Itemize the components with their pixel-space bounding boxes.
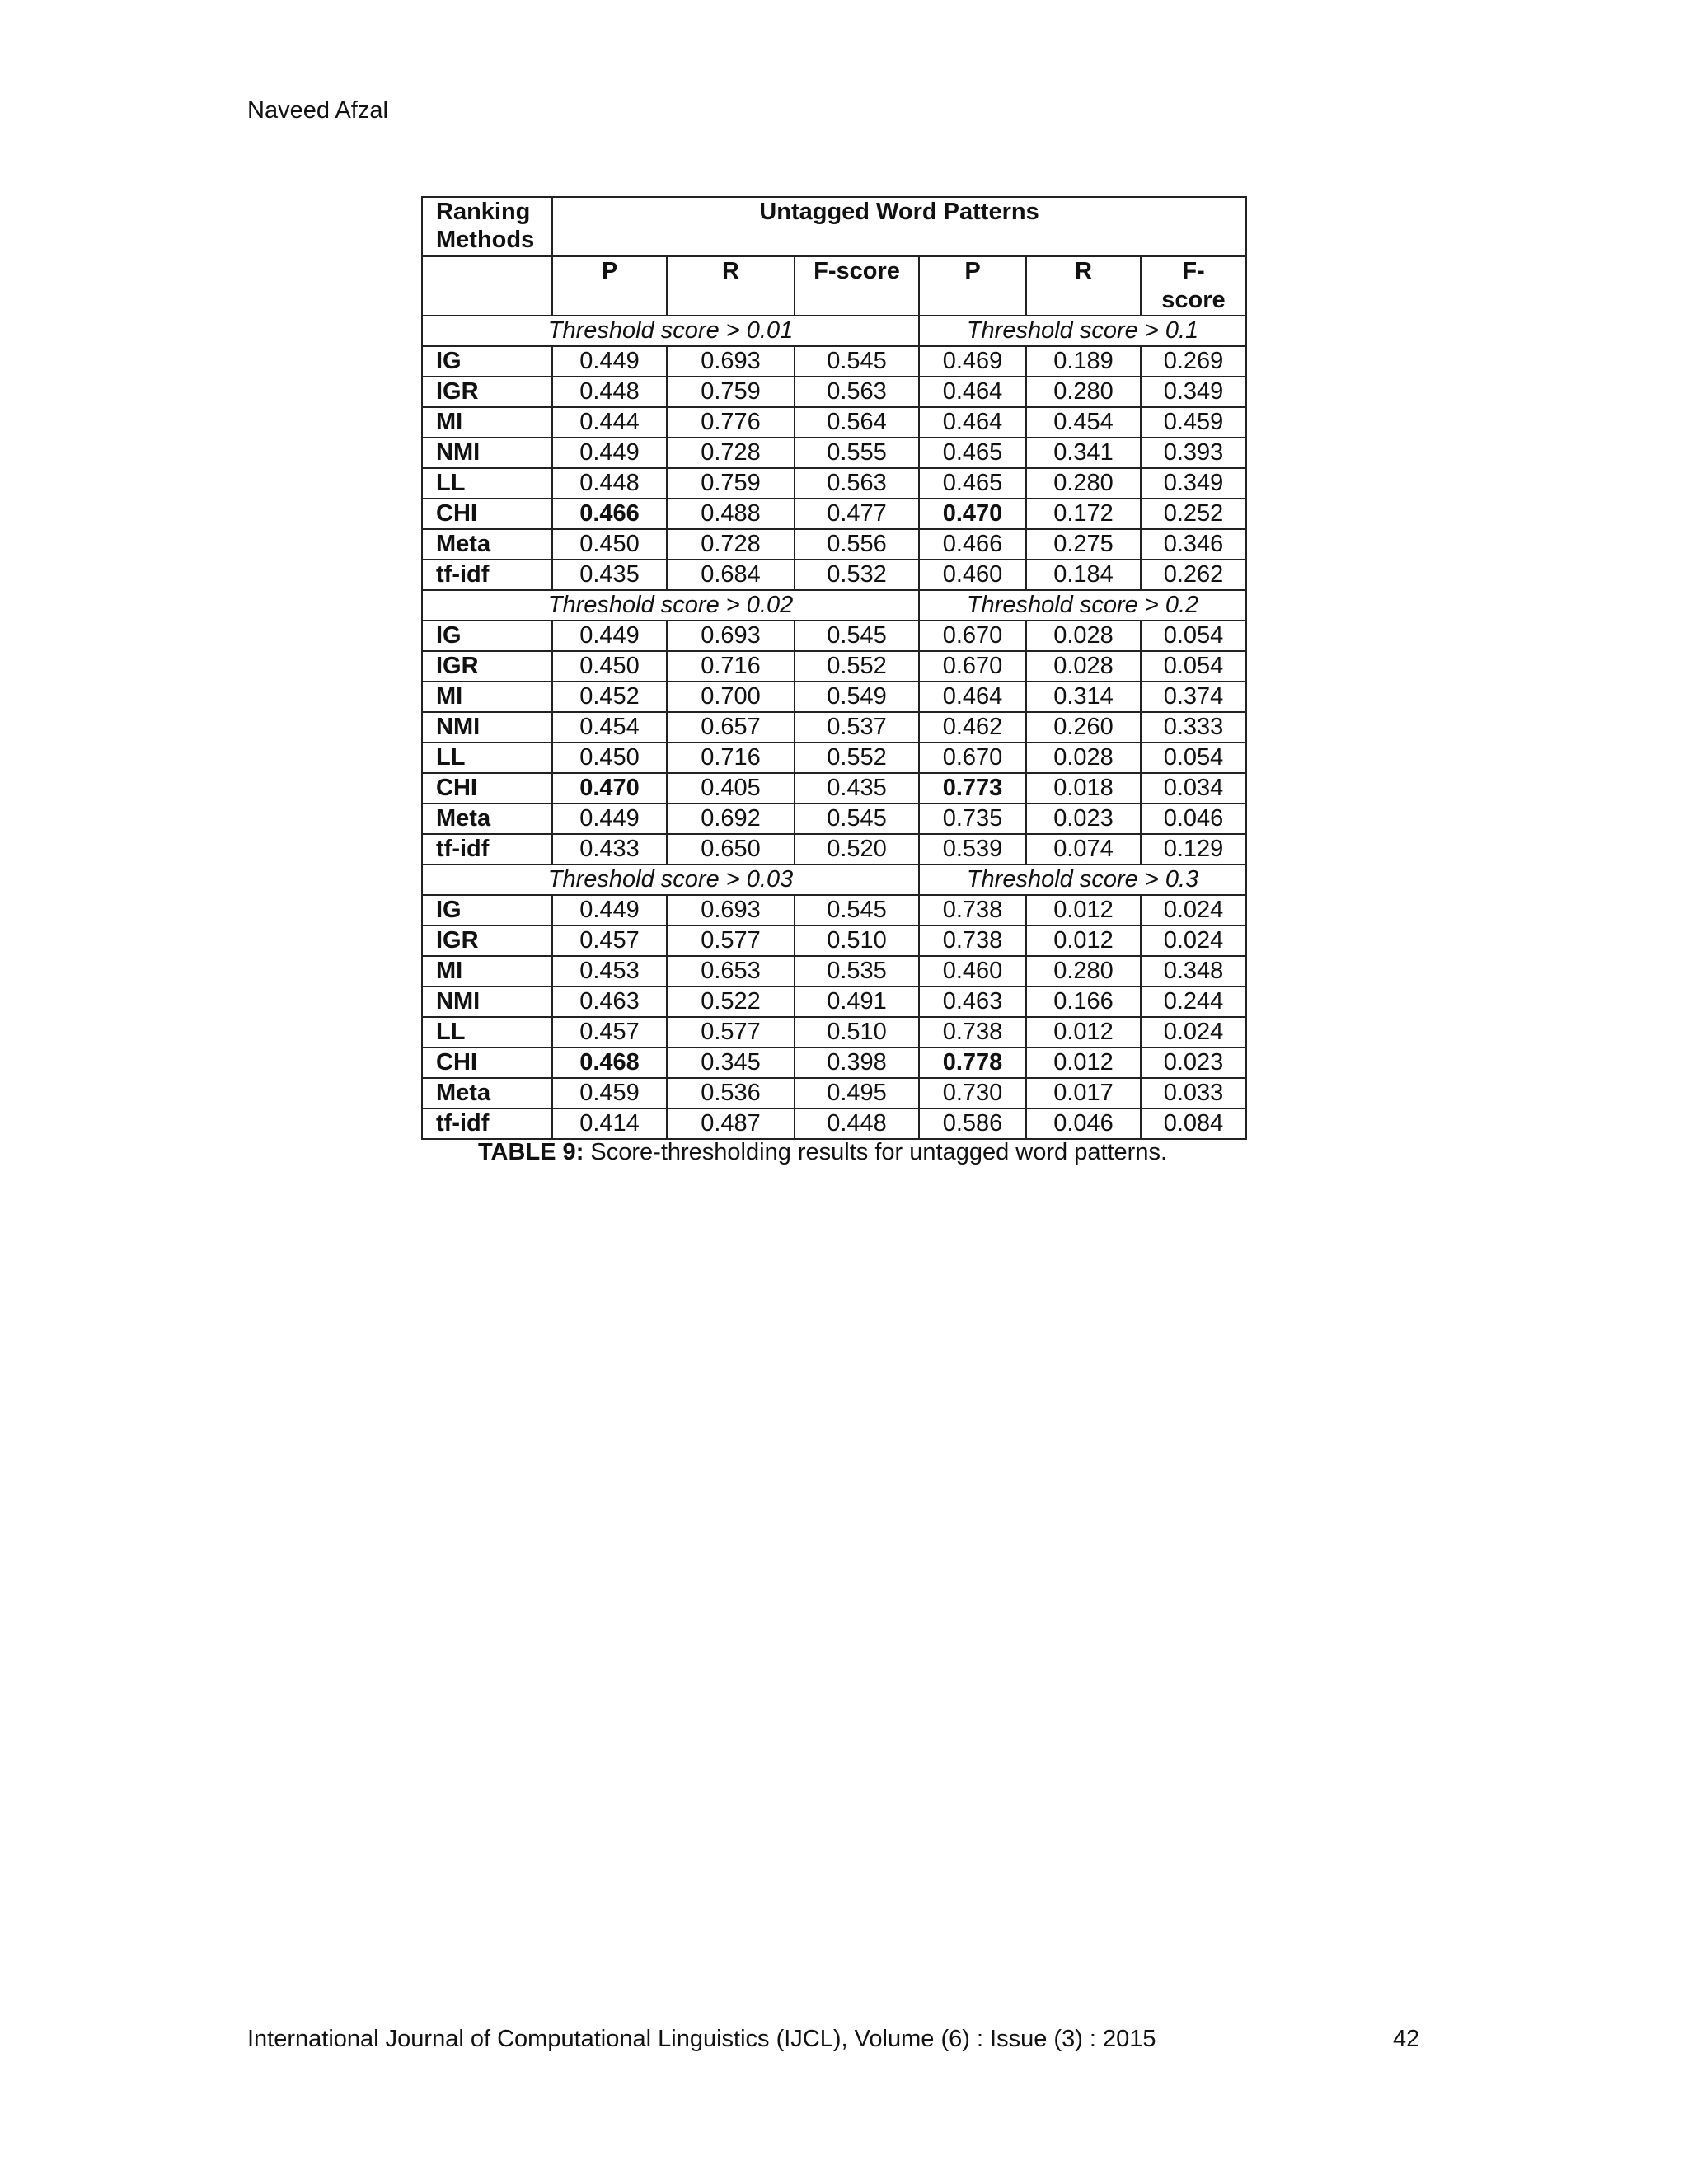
col-header-r-right: R	[1026, 256, 1141, 316]
value-cell: 0.028	[1026, 651, 1141, 682]
value-cell: 0.449	[552, 804, 667, 834]
value-cell: 0.345	[667, 1047, 795, 1078]
header-empty-cell	[422, 256, 552, 316]
table-row	[422, 773, 1246, 804]
value-cell: 0.464	[919, 682, 1026, 712]
value-cell: 0.450	[552, 651, 667, 682]
results-table	[421, 196, 1247, 1140]
table-row	[422, 377, 1246, 407]
method-cell: NMI	[422, 987, 552, 1017]
value-cell: 0.449	[552, 621, 667, 651]
value-cell: 0.034	[1141, 773, 1246, 804]
value-cell: 0.684	[667, 560, 795, 590]
method-cell: IGR	[422, 377, 552, 407]
method-header	[422, 197, 552, 256]
value-cell: 0.260	[1026, 712, 1141, 743]
value-cell: 0.556	[795, 529, 919, 560]
header-row-group	[422, 197, 1246, 256]
value-cell: 0.341	[1026, 438, 1141, 468]
value-cell: 0.280	[1026, 377, 1141, 407]
value-cell: 0.349	[1141, 468, 1246, 499]
table-row	[422, 560, 1246, 590]
value-cell: 0.469	[919, 346, 1026, 377]
value-cell: 0.457	[552, 926, 667, 956]
value-cell: 0.454	[1026, 407, 1141, 438]
value-cell: 0.555	[795, 438, 919, 468]
table-row	[422, 926, 1246, 956]
table-row	[422, 743, 1246, 773]
value-cell: 0.653	[667, 956, 795, 987]
value-cell: 0.470	[919, 499, 1026, 529]
value-cell: 0.393	[1141, 438, 1246, 468]
value-cell: 0.693	[667, 895, 795, 926]
value-cell: 0.563	[795, 377, 919, 407]
value-cell: 0.017	[1026, 1078, 1141, 1108]
value-cell: 0.348	[1141, 956, 1246, 987]
table-row	[422, 804, 1246, 834]
value-cell: 0.275	[1026, 529, 1141, 560]
value-cell: 0.730	[919, 1078, 1026, 1108]
value-cell: 0.670	[919, 743, 1026, 773]
table-row	[422, 1108, 1246, 1139]
threshold-label-left: Threshold score > 0.02	[422, 590, 919, 621]
value-cell: 0.024	[1141, 926, 1246, 956]
value-cell: 0.453	[552, 956, 667, 987]
value-cell: 0.495	[795, 1078, 919, 1108]
col-header-fscore-line2: score	[1161, 287, 1226, 313]
value-cell: 0.539	[919, 834, 1026, 865]
threshold-row	[422, 865, 1246, 895]
value-cell: 0.465	[919, 468, 1026, 499]
value-cell: 0.693	[667, 346, 795, 377]
method-cell: NMI	[422, 712, 552, 743]
page-number: 42	[1393, 2026, 1420, 2052]
method-cell: MI	[422, 407, 552, 438]
value-cell: 0.448	[552, 377, 667, 407]
value-cell: 0.716	[667, 651, 795, 682]
value-cell: 0.449	[552, 346, 667, 377]
table-row	[422, 987, 1246, 1017]
method-cell: Meta	[422, 1078, 552, 1108]
col-header-r-left: R	[667, 256, 795, 316]
table-row	[422, 346, 1246, 377]
col-header-p-right: P	[919, 256, 1026, 316]
value-cell: 0.468	[552, 1047, 667, 1078]
value-cell: 0.700	[667, 682, 795, 712]
value-cell: 0.454	[552, 712, 667, 743]
table-row	[422, 712, 1246, 743]
value-cell: 0.459	[552, 1078, 667, 1108]
value-cell: 0.462	[919, 712, 1026, 743]
value-cell: 0.433	[552, 834, 667, 865]
table-row	[422, 651, 1246, 682]
value-cell: 0.545	[795, 895, 919, 926]
running-header-author: Naveed Afzal	[247, 97, 388, 124]
value-cell: 0.024	[1141, 1017, 1246, 1047]
value-cell: 0.280	[1026, 956, 1141, 987]
value-cell: 0.776	[667, 407, 795, 438]
value-cell: 0.346	[1141, 529, 1246, 560]
value-cell: 0.577	[667, 926, 795, 956]
threshold-label-right: Threshold score > 0.2	[919, 590, 1246, 621]
table-row	[422, 529, 1246, 560]
group-header: Untagged Word Patterns	[552, 197, 1246, 256]
threshold-label-left: Threshold score > 0.01	[422, 316, 919, 346]
table-row	[422, 1078, 1246, 1108]
value-cell: 0.692	[667, 804, 795, 834]
value-cell: 0.028	[1026, 743, 1141, 773]
value-cell: 0.738	[919, 926, 1026, 956]
method-cell: IG	[422, 621, 552, 651]
value-cell: 0.466	[552, 499, 667, 529]
value-cell: 0.728	[667, 438, 795, 468]
value-cell: 0.464	[919, 407, 1026, 438]
value-cell: 0.536	[667, 1078, 795, 1108]
value-cell: 0.448	[552, 468, 667, 499]
value-cell: 0.735	[919, 804, 1026, 834]
value-cell: 0.728	[667, 529, 795, 560]
value-cell: 0.586	[919, 1108, 1026, 1139]
value-cell: 0.759	[667, 468, 795, 499]
table-row	[422, 438, 1246, 468]
col-header-fscore-line1: F-	[1182, 258, 1205, 284]
value-cell: 0.262	[1141, 560, 1246, 590]
value-cell: 0.046	[1141, 804, 1246, 834]
value-cell: 0.054	[1141, 651, 1246, 682]
threshold-label-right: Threshold score > 0.1	[919, 316, 1246, 346]
value-cell: 0.464	[919, 377, 1026, 407]
threshold-label-left: Threshold score > 0.03	[422, 865, 919, 895]
value-cell: 0.024	[1141, 895, 1246, 926]
value-cell: 0.450	[552, 529, 667, 560]
threshold-label-right: Threshold score > 0.3	[919, 865, 1246, 895]
value-cell: 0.184	[1026, 560, 1141, 590]
col-header-p-left: P	[552, 256, 667, 316]
method-cell: NMI	[422, 438, 552, 468]
value-cell: 0.074	[1026, 834, 1141, 865]
value-cell: 0.244	[1141, 987, 1246, 1017]
method-cell: CHI	[422, 773, 552, 804]
method-cell: MI	[422, 956, 552, 987]
value-cell: 0.084	[1141, 1108, 1246, 1139]
method-cell: CHI	[422, 499, 552, 529]
value-cell: 0.535	[795, 956, 919, 987]
value-cell: 0.487	[667, 1108, 795, 1139]
value-cell: 0.349	[1141, 377, 1246, 407]
value-cell: 0.166	[1026, 987, 1141, 1017]
value-cell: 0.046	[1026, 1108, 1141, 1139]
caption-text: Score-thresholding results for untagged word patterns.	[584, 1139, 1168, 1165]
value-cell: 0.012	[1026, 1047, 1141, 1078]
value-cell: 0.463	[552, 987, 667, 1017]
value-cell: 0.552	[795, 651, 919, 682]
table-caption	[478, 1139, 1167, 1166]
value-cell: 0.012	[1026, 926, 1141, 956]
method-cell: IG	[422, 346, 552, 377]
value-cell: 0.374	[1141, 682, 1246, 712]
value-cell: 0.028	[1026, 621, 1141, 651]
value-cell: 0.491	[795, 987, 919, 1017]
value-cell: 0.549	[795, 682, 919, 712]
value-cell: 0.450	[552, 743, 667, 773]
value-cell: 0.466	[919, 529, 1026, 560]
method-cell: LL	[422, 1017, 552, 1047]
value-cell: 0.129	[1141, 834, 1246, 865]
value-cell: 0.650	[667, 834, 795, 865]
value-cell: 0.522	[667, 987, 795, 1017]
value-cell: 0.449	[552, 895, 667, 926]
table-row	[422, 1017, 1246, 1047]
table-row	[422, 895, 1246, 926]
value-cell: 0.778	[919, 1047, 1026, 1078]
footer-journal: International Journal of Computational Linguistics (IJCL), Volume (6) : Issue (3) : 2015	[247, 2026, 1156, 2052]
table-row	[422, 682, 1246, 712]
method-cell: MI	[422, 682, 552, 712]
value-cell: 0.435	[795, 773, 919, 804]
table-row	[422, 956, 1246, 987]
value-cell: 0.577	[667, 1017, 795, 1047]
method-cell: IGR	[422, 651, 552, 682]
method-cell: Meta	[422, 804, 552, 834]
value-cell: 0.716	[667, 743, 795, 773]
value-cell: 0.470	[552, 773, 667, 804]
threshold-row	[422, 590, 1246, 621]
value-cell: 0.023	[1141, 1047, 1246, 1078]
method-cell: tf-idf	[422, 1108, 552, 1139]
value-cell: 0.449	[552, 438, 667, 468]
method-header-line1: Ranking	[436, 199, 531, 225]
method-cell: LL	[422, 743, 552, 773]
value-cell: 0.670	[919, 621, 1026, 651]
method-cell: IGR	[422, 926, 552, 956]
method-cell: Meta	[422, 529, 552, 560]
value-cell: 0.314	[1026, 682, 1141, 712]
col-header-fscore-left: F-score	[795, 256, 919, 316]
value-cell: 0.463	[919, 987, 1026, 1017]
value-cell: 0.510	[795, 1017, 919, 1047]
value-cell: 0.460	[919, 956, 1026, 987]
value-cell: 0.280	[1026, 468, 1141, 499]
value-cell: 0.552	[795, 743, 919, 773]
value-cell: 0.457	[552, 1017, 667, 1047]
value-cell: 0.759	[667, 377, 795, 407]
value-cell: 0.333	[1141, 712, 1246, 743]
value-cell: 0.459	[1141, 407, 1246, 438]
value-cell: 0.520	[795, 834, 919, 865]
value-cell: 0.773	[919, 773, 1026, 804]
value-cell: 0.012	[1026, 1017, 1141, 1047]
value-cell: 0.018	[1026, 773, 1141, 804]
value-cell: 0.252	[1141, 499, 1246, 529]
value-cell: 0.545	[795, 804, 919, 834]
method-header-line2: Methods	[436, 227, 535, 253]
value-cell: 0.460	[919, 560, 1026, 590]
method-cell: LL	[422, 468, 552, 499]
header-row-columns	[422, 256, 1246, 316]
results-table-body	[422, 197, 1246, 1139]
col-header-fscore-right	[1141, 256, 1246, 316]
method-cell: tf-idf	[422, 834, 552, 865]
method-cell: tf-idf	[422, 560, 552, 590]
value-cell: 0.444	[552, 407, 667, 438]
value-cell: 0.537	[795, 712, 919, 743]
value-cell: 0.670	[919, 651, 1026, 682]
value-cell: 0.172	[1026, 499, 1141, 529]
value-cell: 0.054	[1141, 743, 1246, 773]
value-cell: 0.564	[795, 407, 919, 438]
value-cell: 0.657	[667, 712, 795, 743]
table-row	[422, 407, 1246, 438]
table-row	[422, 1047, 1246, 1078]
threshold-row	[422, 316, 1246, 346]
value-cell: 0.414	[552, 1108, 667, 1139]
value-cell: 0.054	[1141, 621, 1246, 651]
table-row	[422, 499, 1246, 529]
value-cell: 0.545	[795, 621, 919, 651]
value-cell: 0.510	[795, 926, 919, 956]
method-cell: IG	[422, 895, 552, 926]
caption-label: TABLE 9:	[478, 1139, 584, 1165]
table-row	[422, 834, 1246, 865]
value-cell: 0.435	[552, 560, 667, 590]
value-cell: 0.563	[795, 468, 919, 499]
value-cell: 0.532	[795, 560, 919, 590]
value-cell: 0.488	[667, 499, 795, 529]
value-cell: 0.693	[667, 621, 795, 651]
value-cell: 0.398	[795, 1047, 919, 1078]
value-cell: 0.269	[1141, 346, 1246, 377]
table-row	[422, 468, 1246, 499]
value-cell: 0.023	[1026, 804, 1141, 834]
value-cell: 0.012	[1026, 895, 1141, 926]
table-row	[422, 621, 1246, 651]
value-cell: 0.545	[795, 346, 919, 377]
value-cell: 0.738	[919, 1017, 1026, 1047]
value-cell: 0.448	[795, 1108, 919, 1139]
value-cell: 0.465	[919, 438, 1026, 468]
value-cell: 0.033	[1141, 1078, 1246, 1108]
value-cell: 0.189	[1026, 346, 1141, 377]
value-cell: 0.452	[552, 682, 667, 712]
value-cell: 0.477	[795, 499, 919, 529]
value-cell: 0.405	[667, 773, 795, 804]
value-cell: 0.738	[919, 895, 1026, 926]
method-cell: CHI	[422, 1047, 552, 1078]
